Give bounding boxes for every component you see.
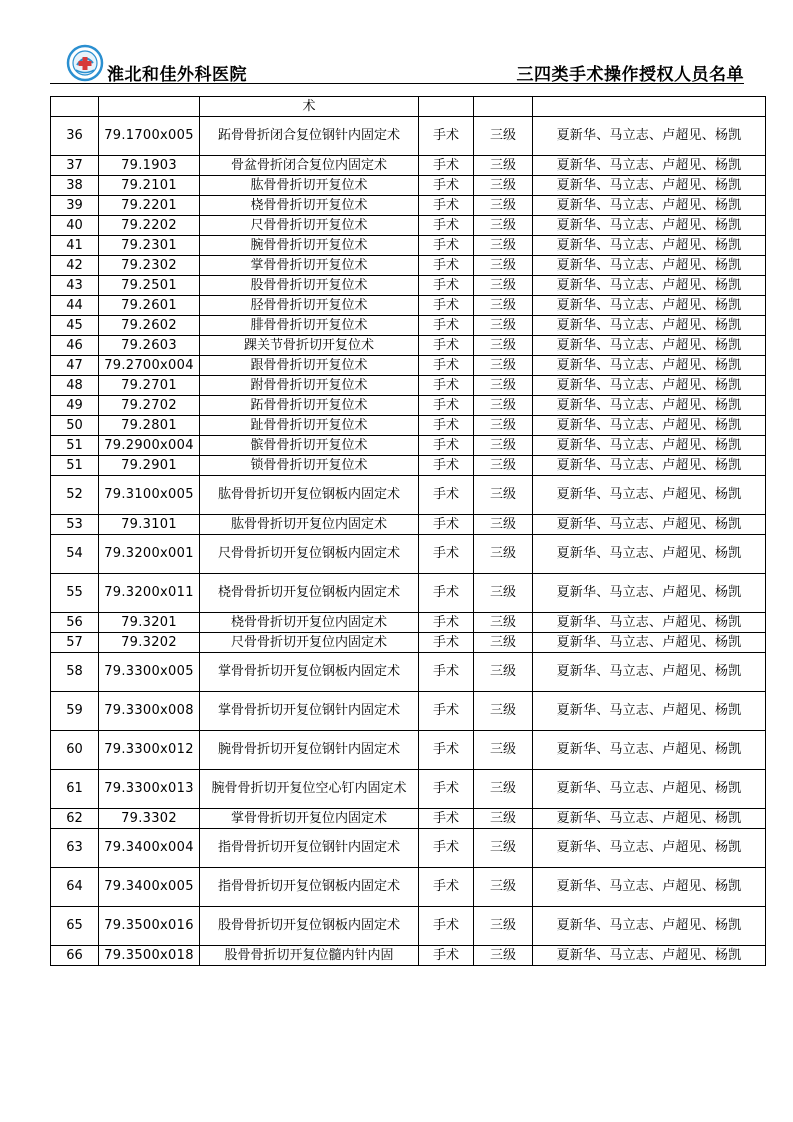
cell-people: 夏新华、马立志、卢超见、杨凯 <box>533 376 766 396</box>
cell-type: 手术 <box>419 476 474 515</box>
cell-level: 三级 <box>474 633 533 653</box>
cell-type: 手术 <box>419 770 474 809</box>
cell-level: 三级 <box>474 515 533 535</box>
cell-name <box>200 196 419 216</box>
cell-no: 60 <box>51 731 99 770</box>
cell-level: 三级 <box>474 653 533 692</box>
procedure-name: 桡骨骨折切开复位内固定术 <box>230 614 387 630</box>
cell-name <box>200 829 419 868</box>
cell-name <box>200 376 419 396</box>
cell-code: 79.2701 <box>99 376 200 396</box>
cell-name <box>200 336 419 356</box>
cell-no: 58 <box>51 653 99 692</box>
table-row <box>51 535 766 574</box>
cell-name <box>200 770 419 809</box>
cell-name: 术 <box>200 97 419 117</box>
table-row <box>51 156 766 176</box>
cell-code: 79.3400x004 <box>99 829 200 868</box>
cell-no: 45 <box>51 316 99 336</box>
procedure-name: 掌骨骨折切开复位内固定术 <box>230 810 387 826</box>
table-row <box>51 829 766 868</box>
cell-level: 三级 <box>474 692 533 731</box>
cell-type: 手术 <box>419 416 474 436</box>
table-row <box>51 396 766 416</box>
cell-people: 夏新华、马立志、卢超见、杨凯 <box>533 276 766 296</box>
procedure-name: 髌骨骨折切开复位术 <box>250 437 368 453</box>
procedure-name: 尺骨骨折切开复位钢板内固定术 <box>217 546 400 561</box>
cell-no: 44 <box>51 296 99 316</box>
cell-people: 夏新华、马立志、卢超见、杨凯 <box>533 809 766 829</box>
cell-level <box>474 97 533 117</box>
cell-type: 手术 <box>419 336 474 356</box>
cell-name <box>200 907 419 946</box>
cell-type: 手术 <box>419 731 474 770</box>
procedure-name: 肱骨骨折切开复位术 <box>250 177 368 193</box>
cell-code: 79.2901 <box>99 456 200 476</box>
procedure-name: 桡骨骨折切开复位术 <box>250 197 368 213</box>
cell-level: 三级 <box>474 316 533 336</box>
cell-name <box>200 456 419 476</box>
cell-code: 79.2601 <box>99 296 200 316</box>
cell-no: 56 <box>51 613 99 633</box>
procedure-name: 踝关节骨折切开复位术 <box>243 337 374 353</box>
cell-people: 夏新华、马立志、卢超见、杨凯 <box>533 574 766 613</box>
procedure-name: 跟骨骨折切开复位术 <box>250 357 368 373</box>
cell-name <box>200 236 419 256</box>
table-row <box>51 770 766 809</box>
cell-type: 手术 <box>419 574 474 613</box>
procedure-name: 跖骨骨折切开复位术 <box>250 397 368 413</box>
cell-people: 夏新华、马立志、卢超见、杨凯 <box>533 396 766 416</box>
cell-code: 79.2603 <box>99 336 200 356</box>
procedure-name: 跖骨骨折闭合复位钢针内固定术 <box>217 128 400 143</box>
cell-level: 三级 <box>474 456 533 476</box>
table-row <box>51 613 766 633</box>
header-rule <box>50 83 744 84</box>
cell-no: 41 <box>51 236 99 256</box>
cell-name <box>200 946 419 966</box>
cell-no: 54 <box>51 535 99 574</box>
cell-no: 47 <box>51 356 99 376</box>
cell-level: 三级 <box>474 829 533 868</box>
cell-name <box>200 416 419 436</box>
cell-people: 夏新华、马立志、卢超见、杨凯 <box>533 196 766 216</box>
cell-people: 夏新华、马立志、卢超见、杨凯 <box>533 613 766 633</box>
cell-people: 夏新华、马立志、卢超见、杨凯 <box>533 356 766 376</box>
cell-no: 40 <box>51 216 99 236</box>
cell-people: 夏新华、马立志、卢超见、杨凯 <box>533 296 766 316</box>
cell-no: 36 <box>51 117 99 156</box>
cell-type: 手术 <box>419 156 474 176</box>
table-row <box>51 236 766 256</box>
procedure-name: 腕骨骨折切开复位术 <box>250 237 368 253</box>
cell-no: 39 <box>51 196 99 216</box>
cell-level: 三级 <box>474 574 533 613</box>
cell-name <box>200 574 419 613</box>
cell-code: 79.3500x018 <box>99 946 200 966</box>
cell-name <box>200 436 419 456</box>
procedure-name: 指骨骨折切开复位钢板内固定术 <box>217 879 400 894</box>
cell-type: 手术 <box>419 653 474 692</box>
cell-level: 三级 <box>474 416 533 436</box>
table-row <box>51 456 766 476</box>
cell-no: 50 <box>51 416 99 436</box>
cell-type: 手术 <box>419 946 474 966</box>
cell-type: 手术 <box>419 276 474 296</box>
cell-no: 52 <box>51 476 99 515</box>
procedure-name: 肱骨骨折切开复位钢板内固定术 <box>217 487 400 502</box>
cell-people: 夏新华、马立志、卢超见、杨凯 <box>533 868 766 907</box>
cell-type: 手术 <box>419 692 474 731</box>
cell-type: 手术 <box>419 196 474 216</box>
table-row <box>51 256 766 276</box>
cell-code: 79.2602 <box>99 316 200 336</box>
table-row <box>51 356 766 376</box>
cell-code: 79.3300x013 <box>99 770 200 809</box>
cell-type: 手术 <box>419 296 474 316</box>
document-title: 三四类手术操作授权人员名单 <box>516 65 744 85</box>
procedure-name: 尺骨骨折切开复位内固定术 <box>230 634 387 650</box>
cell-no: 65 <box>51 907 99 946</box>
procedure-name: 腕骨骨折切开复位钢针内固定术 <box>217 742 400 757</box>
table-row <box>51 653 766 692</box>
cell-level: 三级 <box>474 436 533 456</box>
cell-type: 手术 <box>419 868 474 907</box>
cell-type: 手术 <box>419 633 474 653</box>
cell-level: 三级 <box>474 770 533 809</box>
cell-type: 手术 <box>419 236 474 256</box>
cell-code <box>99 97 200 117</box>
cell-people: 夏新华、马立志、卢超见、杨凯 <box>533 515 766 535</box>
cell-name <box>200 535 419 574</box>
cell-level: 三级 <box>474 613 533 633</box>
cell-code: 79.2801 <box>99 416 200 436</box>
table-row <box>51 336 766 356</box>
cell-level: 三级 <box>474 216 533 236</box>
cell-code: 79.3201 <box>99 613 200 633</box>
cell-people: 夏新华、马立志、卢超见、杨凯 <box>533 156 766 176</box>
cell-code: 79.2101 <box>99 176 200 196</box>
cell-name <box>200 296 419 316</box>
table-row <box>51 196 766 216</box>
cell-name <box>200 476 419 515</box>
cell-people: 夏新华、马立志、卢超见、杨凯 <box>533 456 766 476</box>
authorization-table <box>50 96 766 966</box>
cell-name <box>200 176 419 196</box>
cell-no: 62 <box>51 809 99 829</box>
cell-level: 三级 <box>474 809 533 829</box>
cell-name <box>200 613 419 633</box>
table-row <box>51 296 766 316</box>
cell-type: 手术 <box>419 256 474 276</box>
table-row <box>51 515 766 535</box>
table-row <box>51 176 766 196</box>
cell-type: 手术 <box>419 613 474 633</box>
cell-code: 79.3300x005 <box>99 653 200 692</box>
cell-name <box>200 515 419 535</box>
cell-no: 55 <box>51 574 99 613</box>
cell-no: 37 <box>51 156 99 176</box>
cell-people: 夏新华、马立志、卢超见、杨凯 <box>533 316 766 336</box>
cell-people: 夏新华、马立志、卢超见、杨凯 <box>533 176 766 196</box>
cell-type: 手术 <box>419 216 474 236</box>
cell-name <box>200 117 419 156</box>
cell-no: 46 <box>51 336 99 356</box>
cell-level: 三级 <box>474 256 533 276</box>
cell-code: 79.2900x004 <box>99 436 200 456</box>
page-header <box>50 42 744 84</box>
procedure-name: 掌骨骨折切开复位术 <box>250 257 368 273</box>
table-row <box>51 692 766 731</box>
cell-people: 夏新华、马立志、卢超见、杨凯 <box>533 946 766 966</box>
cell-no: 42 <box>51 256 99 276</box>
cell-code: 79.2702 <box>99 396 200 416</box>
cell-level: 三级 <box>474 276 533 296</box>
cell-no: 43 <box>51 276 99 296</box>
cell-people: 夏新华、马立志、卢超见、杨凯 <box>533 770 766 809</box>
cell-name <box>200 692 419 731</box>
cell-code: 79.3300x012 <box>99 731 200 770</box>
cell-code: 79.2201 <box>99 196 200 216</box>
procedure-name: 跗骨骨折切开复位术 <box>250 377 368 393</box>
cell-people: 夏新华、马立志、卢超见、杨凯 <box>533 476 766 515</box>
cell-level: 三级 <box>474 356 533 376</box>
cell-level: 三级 <box>474 236 533 256</box>
cell-people: 夏新华、马立志、卢超见、杨凯 <box>533 731 766 770</box>
cell-no: 38 <box>51 176 99 196</box>
cell-type: 手术 <box>419 436 474 456</box>
cell-no: 61 <box>51 770 99 809</box>
cell-people <box>533 97 766 117</box>
cell-name <box>200 156 419 176</box>
cell-no <box>51 97 99 117</box>
table-row <box>51 316 766 336</box>
cell-level: 三级 <box>474 535 533 574</box>
cell-people: 夏新华、马立志、卢超见、杨凯 <box>533 692 766 731</box>
table-row <box>51 436 766 456</box>
cell-level: 三级 <box>474 907 533 946</box>
table-row <box>51 376 766 396</box>
cell-level: 三级 <box>474 336 533 356</box>
cell-people: 夏新华、马立志、卢超见、杨凯 <box>533 117 766 156</box>
cell-people: 夏新华、马立志、卢超见、杨凯 <box>533 653 766 692</box>
cell-no: 63 <box>51 829 99 868</box>
cell-code: 79.3200x011 <box>99 574 200 613</box>
cell-type: 手术 <box>419 907 474 946</box>
cell-people: 夏新华、马立志、卢超见、杨凯 <box>533 535 766 574</box>
table-row <box>51 416 766 436</box>
cell-name <box>200 396 419 416</box>
procedure-name: 掌骨骨折切开复位钢板内固定术 <box>217 664 400 679</box>
cell-type: 手术 <box>419 376 474 396</box>
cell-name <box>200 276 419 296</box>
table-row <box>51 868 766 907</box>
cell-type: 手术 <box>419 809 474 829</box>
cell-type: 手术 <box>419 396 474 416</box>
procedure-name: 股骨骨折切开复位术 <box>250 277 368 293</box>
cell-code: 79.3400x005 <box>99 868 200 907</box>
cell-people: 夏新华、马立志、卢超见、杨凯 <box>533 236 766 256</box>
table-row <box>51 276 766 296</box>
procedure-name: 腕骨骨折切开复位空心钉内固定术 <box>211 781 407 796</box>
cell-code: 79.1700x005 <box>99 117 200 156</box>
cell-type: 手术 <box>419 356 474 376</box>
cell-type: 手术 <box>419 829 474 868</box>
cell-type: 手术 <box>419 176 474 196</box>
cell-people: 夏新华、马立志、卢超见、杨凯 <box>533 633 766 653</box>
cell-code: 79.3300x008 <box>99 692 200 731</box>
cell-name <box>200 868 419 907</box>
cell-code: 79.2202 <box>99 216 200 236</box>
table-row <box>51 476 766 515</box>
cell-people: 夏新华、马立志、卢超见、杨凯 <box>533 436 766 456</box>
procedure-name: 尺骨骨折切开复位术 <box>250 217 368 233</box>
cell-no: 49 <box>51 396 99 416</box>
cell-type: 手术 <box>419 535 474 574</box>
cell-level: 三级 <box>474 396 533 416</box>
cell-no: 66 <box>51 946 99 966</box>
procedure-name: 骨盆骨折闭合复位内固定术 <box>230 157 387 173</box>
cell-code: 79.3101 <box>99 515 200 535</box>
cell-name <box>200 731 419 770</box>
cell-people: 夏新华、马立志、卢超见、杨凯 <box>533 336 766 356</box>
procedure-name: 指骨骨折切开复位钢针内固定术 <box>217 840 400 855</box>
cell-name <box>200 633 419 653</box>
procedure-name: 股骨骨折切开复位钢板内固定术 <box>217 918 400 933</box>
cell-level: 三级 <box>474 196 533 216</box>
table-row <box>51 809 766 829</box>
cell-no: 48 <box>51 376 99 396</box>
cell-no: 53 <box>51 515 99 535</box>
table-row <box>51 633 766 653</box>
procedure-name: 腓骨骨折切开复位术 <box>250 317 368 333</box>
carryover-row <box>51 97 766 117</box>
cell-level: 三级 <box>474 156 533 176</box>
table-row <box>51 946 766 966</box>
cell-no: 59 <box>51 692 99 731</box>
cell-name <box>200 809 419 829</box>
table-row <box>51 117 766 156</box>
cell-name <box>200 316 419 336</box>
cell-no: 51 <box>51 456 99 476</box>
hospital-name: 淮北和佳外科医院 <box>107 65 247 85</box>
procedure-name: 桡骨骨折切开复位钢板内固定术 <box>217 585 400 600</box>
cell-level: 三级 <box>474 176 533 196</box>
table-row <box>51 216 766 236</box>
cell-type <box>419 97 474 117</box>
table-row <box>51 907 766 946</box>
cell-people: 夏新华、马立志、卢超见、杨凯 <box>533 416 766 436</box>
cell-type: 手术 <box>419 117 474 156</box>
cell-code: 79.3100x005 <box>99 476 200 515</box>
authorization-table-body <box>51 97 766 966</box>
cell-code: 79.3302 <box>99 809 200 829</box>
cell-code: 79.2301 <box>99 236 200 256</box>
procedure-name: 股骨骨折切开复位髓内针内固 <box>224 947 394 963</box>
table-row <box>51 731 766 770</box>
cell-name <box>200 356 419 376</box>
cell-level: 三级 <box>474 376 533 396</box>
cell-people: 夏新华、马立志、卢超见、杨凯 <box>533 907 766 946</box>
procedure-name: 肱骨骨折切开复位内固定术 <box>230 516 387 532</box>
cell-type: 手术 <box>419 515 474 535</box>
cell-code: 79.3200x001 <box>99 535 200 574</box>
cell-no: 57 <box>51 633 99 653</box>
cell-level: 三级 <box>474 868 533 907</box>
cell-code: 79.1903 <box>99 156 200 176</box>
cell-no: 51 <box>51 436 99 456</box>
cell-people: 夏新华、马立志、卢超见、杨凯 <box>533 216 766 236</box>
hospital-logo-icon <box>66 44 104 82</box>
cell-type: 手术 <box>419 316 474 336</box>
cell-code: 79.3500x016 <box>99 907 200 946</box>
cell-no: 64 <box>51 868 99 907</box>
procedure-name: 锁骨骨折切开复位术 <box>250 457 368 473</box>
cell-people: 夏新华、马立志、卢超见、杨凯 <box>533 256 766 276</box>
cell-code: 79.2700x004 <box>99 356 200 376</box>
cell-code: 79.2302 <box>99 256 200 276</box>
cell-level: 三级 <box>474 296 533 316</box>
cell-level: 三级 <box>474 117 533 156</box>
procedure-name: 掌骨骨折切开复位钢针内固定术 <box>217 703 400 718</box>
cell-name <box>200 653 419 692</box>
cell-type: 手术 <box>419 456 474 476</box>
procedure-name: 趾骨骨折切开复位术 <box>250 417 368 433</box>
cell-name <box>200 256 419 276</box>
cell-code: 79.3202 <box>99 633 200 653</box>
cell-level: 三级 <box>474 476 533 515</box>
cell-level: 三级 <box>474 946 533 966</box>
table-row <box>51 574 766 613</box>
cell-code: 79.2501 <box>99 276 200 296</box>
cell-name <box>200 216 419 236</box>
cell-level: 三级 <box>474 731 533 770</box>
cell-people: 夏新华、马立志、卢超见、杨凯 <box>533 829 766 868</box>
procedure-name: 胫骨骨折切开复位术 <box>250 297 368 313</box>
